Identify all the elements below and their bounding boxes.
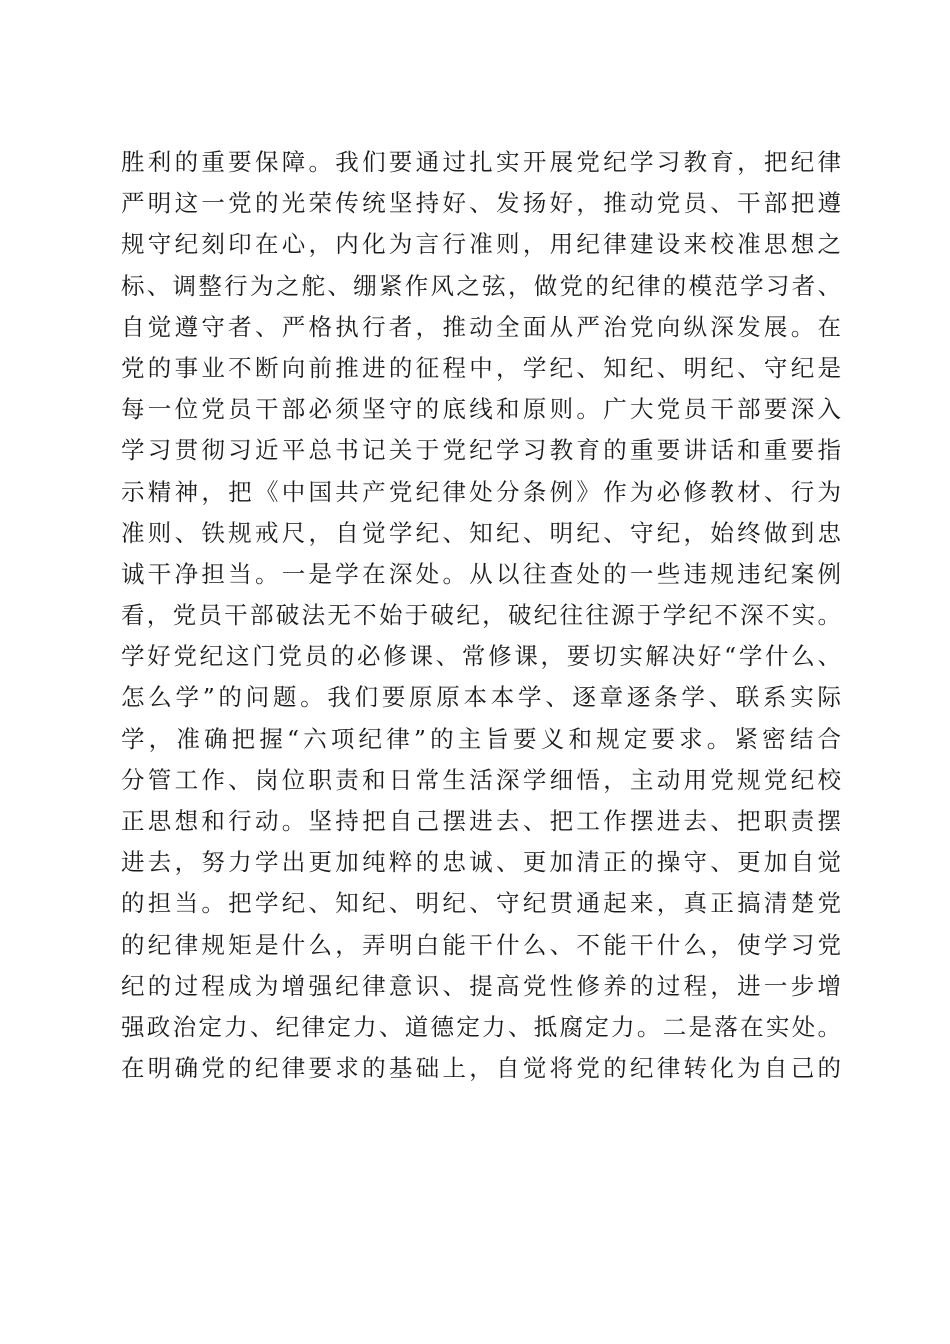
text-line-1: 胜利的重要保障。我们要通过扎实开展党纪学习教育，把纪律 [121,148,841,176]
text-line-3: 规守纪刻印在心，内化为言行准则，用纪律建设来校准思想之 [121,230,841,259]
text-line-20: 的纪律规矩是什么，弄明白能干什么、不能干什么，使学习党 [121,930,841,959]
body-text [121,142,841,1089]
text-line-2: 严明这一党的光荣传统坚持好、发扬好，推动党员、干部把遵 [121,189,841,218]
text-line-18: 进去，努力学出更加纯粹的忠诚、更加清正的操守、更加自觉 [121,848,841,877]
text-line-9: 示精神，把《中国共产党纪律处分条例》作为必修教材、行为 [121,477,841,506]
text-line-23: 在明确党的纪律要求的基础上，自觉将党的纪律转化为自己的 [121,1054,841,1083]
text-line-17: 正思想和行动。坚持把自己摆进去、把工作摆进去、把职责摆 [121,807,841,835]
text-line-15: 学，准确把握“六项纪律”的主旨要义和规定要求。紧密结合 [121,724,841,753]
text-line-4: 标、调整行为之舵、绷紧作风之弦，做党的纪律的模范学习者、 [121,271,841,300]
text-line-6: 党的事业不断向前推进的征程中，学纪、知纪、明纪、守纪是 [121,353,841,382]
text-line-10: 准则、铁规戒尺，自觉学纪、知纪、明纪、守纪，始终做到忠 [121,518,841,547]
text-line-19: 的担当。把学纪、知纪、明纪、守纪贯通起来，真正搞清楚党 [121,889,841,918]
text-line-12: 看，党员干部破法无不始于破纪，破纪往往源于学纪不深不实。 [121,601,841,630]
text-line-5: 自觉遵守者、严格执行者，推动全面从严治党向纵深发展。在 [121,312,841,341]
text-line-7: 每一位党员干部必须坚守的底线和原则。广大党员干部要深入 [121,395,841,424]
text-line-14: 怎么学”的问题。我们要原原本本学、逐章逐条学、联系实际 [121,683,841,712]
text-line-22: 强政治定力、纪律定力、道德定力、抵腐定力。二是落在实处。 [121,1012,841,1041]
text-line-11: 诚干净担当。一是学在深处。从以往查处的一些违规违纪案例 [121,559,841,588]
text-line-16: 分管工作、岗位职责和日常生活深学细悟，主动用党规党纪校 [121,765,841,794]
text-line-8: 学习贯彻习近平总书记关于党纪学习教育的重要讲话和重要指 [121,436,841,465]
text-line-13: 学好党纪这门党员的必修课、常修课，要切实解决好“学什么、 [121,642,841,671]
text-line-21: 纪的过程成为增强纪律意识、提高党性修养的过程，进一步增 [121,971,841,1000]
